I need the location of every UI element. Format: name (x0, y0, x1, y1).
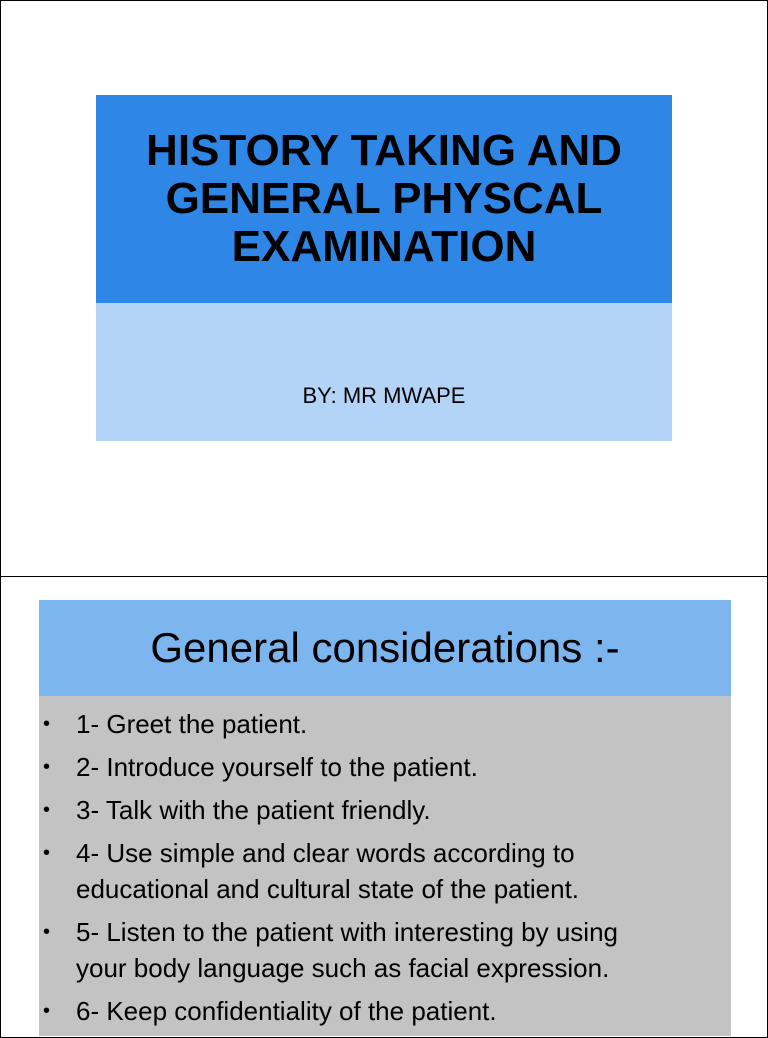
list-item-text: 3- Talk with the patient friendly. (76, 795, 431, 825)
slide-title-line: GENERAL PHYSCAL (165, 174, 603, 223)
content-slide (0, 576, 768, 1038)
list-item (39, 792, 731, 828)
list-item-text: 1- Greet the patient. (76, 709, 308, 739)
bullet-icon: • (43, 921, 51, 943)
subtitle-banner (96, 303, 672, 441)
slide-heading: General considerations :- (150, 624, 620, 671)
slide-subtitle: BY: MR MWAPE (302, 383, 466, 408)
bullet-icon: • (43, 799, 51, 821)
slide-title-line: EXAMINATION (231, 222, 537, 271)
slide-title-line: HISTORY TAKING AND (146, 126, 622, 175)
bullet-panel (39, 696, 731, 1036)
bullet-icon: • (43, 842, 51, 864)
list-item-text: 6- Keep confidentiality of the patient. (76, 996, 497, 1026)
list-item (39, 914, 731, 986)
list-item-text: 5- Listen to the patient with interesting by using (76, 917, 618, 947)
list-item-text: 2- Introduce yourself to the patient. (76, 752, 478, 782)
slide-title (146, 127, 622, 271)
list-item (39, 706, 731, 742)
bullet-icon: • (43, 713, 51, 735)
bullet-icon: • (43, 1000, 51, 1022)
bullet-list (39, 696, 731, 1029)
heading-banner (39, 600, 731, 696)
list-item-text: your body language such as facial expression. (76, 953, 610, 983)
list-item-text: educational and cultural state of the patient. (76, 874, 580, 904)
list-item-text: 4- Use simple and clear words according to (76, 838, 575, 868)
bullet-icon: • (43, 756, 51, 778)
list-item (39, 835, 731, 907)
title-banner (96, 95, 672, 303)
list-item (39, 749, 731, 785)
